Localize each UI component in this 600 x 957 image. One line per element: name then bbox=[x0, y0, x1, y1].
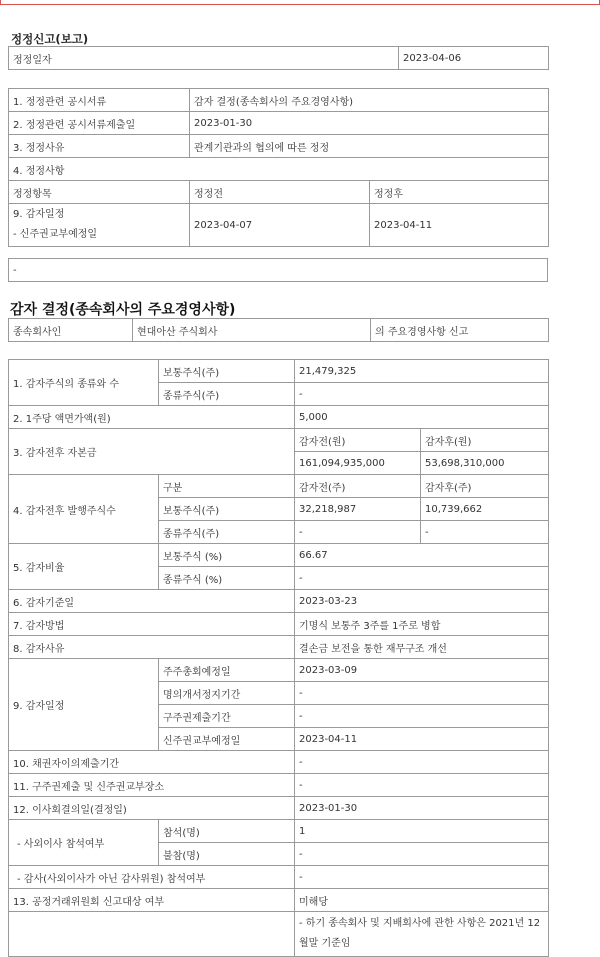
sub-label: 종류주식(주) bbox=[159, 521, 295, 544]
subsidiary-table bbox=[8, 318, 549, 342]
row-label: 9. 감자일정 bbox=[9, 659, 159, 751]
before-value: 161,094,935,000 bbox=[295, 452, 421, 475]
item-after: 2023-04-11 bbox=[370, 204, 549, 247]
table-row bbox=[9, 406, 549, 429]
table-row bbox=[9, 636, 549, 659]
row-label: 4. 감자전후 발행주식수 bbox=[9, 475, 159, 544]
row-value: 감자 결정(종속회사의 주요경영사항) bbox=[190, 89, 549, 112]
sub-label: 종류주식 (%) bbox=[159, 567, 295, 590]
row-value: 결손금 보전을 통한 재무구조 개선 bbox=[295, 636, 549, 659]
row-label: 5. 감자비율 bbox=[9, 544, 159, 590]
row-label: 1. 감자주식의 종류와 수 bbox=[9, 360, 159, 406]
row-value: 관계기관과의 협의에 따른 정정 bbox=[190, 135, 549, 158]
table-row bbox=[9, 475, 549, 498]
item-label bbox=[9, 204, 190, 247]
table-row bbox=[9, 613, 549, 636]
table-row bbox=[9, 774, 549, 797]
note-value: - bbox=[9, 259, 548, 282]
table-row bbox=[9, 912, 549, 957]
table-row bbox=[9, 866, 549, 889]
table-row bbox=[9, 112, 549, 135]
row-value: - bbox=[295, 383, 549, 406]
table-row bbox=[9, 820, 549, 843]
table-row bbox=[9, 797, 549, 820]
row-label: 13. 공정거래위원회 신고대상 여부 bbox=[9, 889, 295, 912]
row-label bbox=[9, 912, 295, 957]
row-label: - 사외이사 참석여부 bbox=[9, 820, 159, 866]
correction-date-table bbox=[8, 46, 549, 70]
row-label: 7. 감자방법 bbox=[9, 613, 295, 636]
date-value: 2023-04-06 bbox=[399, 47, 549, 70]
after-value: 53,698,310,000 bbox=[421, 452, 549, 475]
table-row bbox=[9, 360, 549, 383]
table-row bbox=[9, 181, 549, 204]
before-value: 32,218,987 bbox=[295, 498, 421, 521]
row-value: 미해당 bbox=[295, 889, 549, 912]
header-item: 정정항목 bbox=[9, 181, 190, 204]
row-value: - bbox=[295, 682, 549, 705]
row-label: 10. 채권자이의제출기간 bbox=[9, 751, 295, 774]
row-value: 2023-03-23 bbox=[295, 590, 549, 613]
row-label: 2. 정정관련 공시서류제출일 bbox=[9, 112, 190, 135]
note-table bbox=[8, 258, 548, 282]
item-before: 2023-04-07 bbox=[190, 204, 370, 247]
correction-title: 정정신고(보고) bbox=[11, 32, 89, 46]
row-value: 기명식 보통주 3주를 1주로 병합 bbox=[295, 613, 549, 636]
sub-label: 신주권교부예정일 bbox=[159, 728, 295, 751]
row-value: 2023-01-30 bbox=[190, 112, 549, 135]
row-label: 1. 정정관련 공시서류 bbox=[9, 89, 190, 112]
row-value: - bbox=[295, 774, 549, 797]
table-row bbox=[9, 47, 549, 70]
table-row bbox=[9, 158, 549, 181]
sub-label: 참석(명) bbox=[159, 820, 295, 843]
row-value: 2023-01-30 bbox=[295, 797, 549, 820]
subsidiary-label: 종속회사인 bbox=[9, 319, 133, 342]
table-row bbox=[9, 89, 549, 112]
row-label: 11. 구주권제출 및 신주권교부장소 bbox=[9, 774, 295, 797]
row-label: 4. 정정사항 bbox=[9, 158, 549, 181]
before-label: 감자전(원) bbox=[295, 429, 421, 452]
subsidiary-suffix: 의 주요경영사항 신고 bbox=[371, 319, 549, 342]
sub-label: 불참(명) bbox=[159, 843, 295, 866]
table-row bbox=[9, 204, 549, 247]
row-value: - bbox=[295, 567, 549, 590]
sub-label: 보통주식 (%) bbox=[159, 544, 295, 567]
row-label: 12. 이사회결의일(결정일) bbox=[9, 797, 295, 820]
row-value: 21,479,325 bbox=[295, 360, 549, 383]
table-row bbox=[9, 319, 549, 342]
row-value: - bbox=[295, 843, 549, 866]
row-value: 2023-04-11 bbox=[295, 728, 549, 751]
row-value: 1 bbox=[295, 820, 549, 843]
table-row bbox=[9, 889, 549, 912]
table-row bbox=[9, 544, 549, 567]
row-label: 3. 감자전후 자본금 bbox=[9, 429, 295, 475]
row-value: 5,000 bbox=[295, 406, 549, 429]
after-value: - bbox=[421, 521, 549, 544]
sub-label: 주주총회예정일 bbox=[159, 659, 295, 682]
date-label: 정정일자 bbox=[9, 47, 399, 70]
after-label: 감자후(주) bbox=[421, 475, 549, 498]
before-label: 감자전(주) bbox=[295, 475, 421, 498]
sub-label: 종류주식(주) bbox=[159, 383, 295, 406]
table-row bbox=[9, 135, 549, 158]
table-row bbox=[9, 659, 549, 682]
row-label: 3. 정정사유 bbox=[9, 135, 190, 158]
top-border bbox=[0, 0, 600, 5]
item-line2: - 신주권교부예정일 bbox=[13, 229, 98, 240]
reduction-table bbox=[8, 359, 549, 957]
table-row bbox=[9, 429, 549, 452]
row-label: 8. 감자사유 bbox=[9, 636, 295, 659]
row-label: - 감사(사외이사가 아닌 감사위원) 참석여부 bbox=[9, 866, 295, 889]
after-value: 10,739,662 bbox=[421, 498, 549, 521]
sub-label: 보통주식(주) bbox=[159, 498, 295, 521]
header-after: 정정후 bbox=[370, 181, 549, 204]
sub-label: 구주권제출기간 bbox=[159, 705, 295, 728]
after-label: 감자후(원) bbox=[421, 429, 549, 452]
item-line1: 9. 감자일정 bbox=[13, 209, 65, 220]
sub-label: 명의개서정지기간 bbox=[159, 682, 295, 705]
kind-label: 구분 bbox=[159, 475, 295, 498]
row-value: - bbox=[295, 866, 549, 889]
row-value: - 하기 종속회사 및 지배회사에 관한 사항은 2021년 12월말 기준임 bbox=[295, 912, 549, 957]
subsidiary-name: 현대아산 주식회사 bbox=[133, 319, 371, 342]
sub-label: 보통주식(주) bbox=[159, 360, 295, 383]
row-label: 6. 감자기준일 bbox=[9, 590, 295, 613]
before-value: - bbox=[295, 521, 421, 544]
row-label: 2. 1주당 액면가액(원) bbox=[9, 406, 295, 429]
table-row bbox=[9, 751, 549, 774]
row-value: 66.67 bbox=[295, 544, 549, 567]
header-before: 정정전 bbox=[190, 181, 370, 204]
reduction-title: 감자 결정(종속회사의 주요경영사항) bbox=[10, 302, 236, 318]
table-row bbox=[9, 590, 549, 613]
row-value: - bbox=[295, 751, 549, 774]
correction-detail-table bbox=[8, 88, 549, 247]
row-value: 2023-03-09 bbox=[295, 659, 549, 682]
table-row bbox=[9, 259, 548, 282]
row-value: - bbox=[295, 705, 549, 728]
